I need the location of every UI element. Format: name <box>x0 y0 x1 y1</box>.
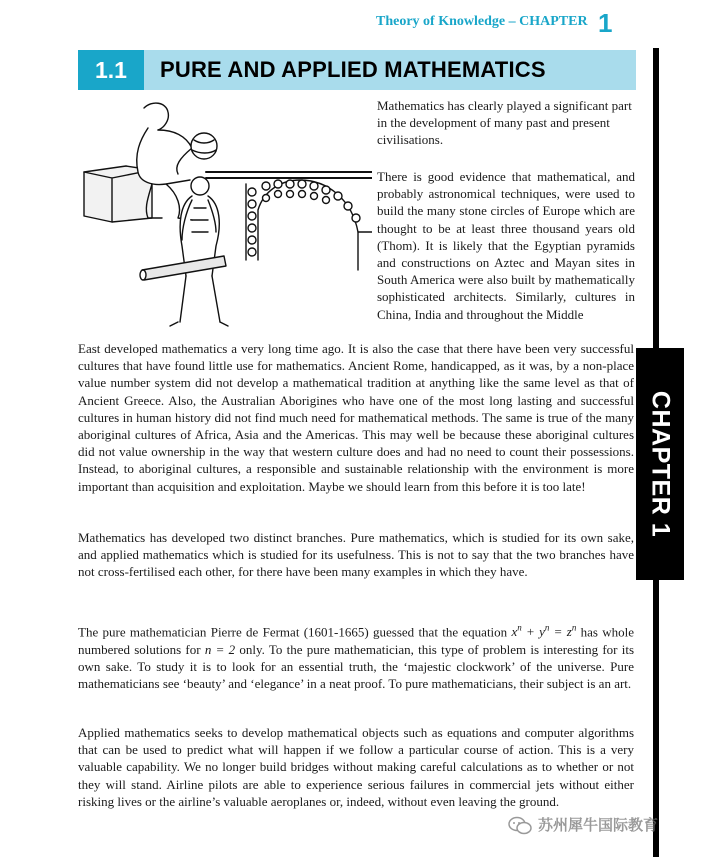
watermark <box>508 814 688 840</box>
fermat-equation: $x^n + y^n = z^n$ <box>511 623 577 640</box>
running-head-text: Theory of Knowledge – CHAPTER <box>376 14 588 29</box>
paragraph-evidence-wrap: There is good evidence that mathematical, and probably astronomical techniques, were used to build the many stone circles of Europe which are thought to be at least three thousand years old (Thom). It is likely that the Egyptian pyramids and constructions on Aztec and Mayan sites in South America were also built by mathematically sophisticated architects. Similarly, cultures in China, India and throughout the Middle <box>377 169 635 322</box>
fermat-text-3: only. To the pure mathematician, this type of problem is interesting for its own sake. To study it is to look for an essential truth, the ‘majestic clockwork’ of the universe. Pure mathematicians see ‘beauty’ and ‘elegance’ in a neat proof. To pure mathematicians, their subject is an art. <box>78 641 635 691</box>
paragraph-branches: Mathematics has developed two distinct branches. Pure mathematics, which is studied for its own sake, and applied mathematics which is studied for its usefulness. This is not to say that the two branches have not cross-fertilised each other, for there have been many examples in which they have. <box>78 530 634 580</box>
paragraph-applied: Applied mathematics seeks to develop mathematical objects such as equations and computer algorithms that can be used to predict what will happen if we follow a particular course of action. This is a very valuable capability. We no longer build bridges without making careful calculations as to whether or not they will stand. Airline pilots are able to experience serious failures in commercial jets without either risking lives or the airline’s valuable aeroplanes or, indeed, without even leaving the ground. <box>78 725 634 809</box>
paragraph-evidence-full: East developed mathematics a very long time ago. It is also the case that there have been very successful cultures that have found little use for mathematics. Ancient Rome, handicapped, as it was, by a non-place value number system did not develop a mathematical tradition at anything like the same level as that of Ancient Greece. Also, the Australian Aborigines who have one of the most long lasting and successful cultures in human history did not find much need for mathematical methods. The same is true of the many aboriginal cultures of Africa, Asia and the Americas. This may well be because these aboriginal cultures did not value ownership in the way that western culture does and had no need to count their possessions. Instead, to aboriginal cultures, a responsible and sustainable relationship with the environment is more important than acquisition and exploitation. Maybe we should learn from this before it is too late! <box>78 341 634 494</box>
fermat-text-1: The pure mathematician Pierre de Fermat (1601-1665) guessed that the equation <box>78 624 508 640</box>
section-title: PURE AND APPLIED MATHEMATICS <box>160 57 546 82</box>
fermat-condition: n = 2 <box>204 641 236 657</box>
running-head <box>376 8 613 38</box>
watermark-text: 苏州犀牛国际教育 <box>538 816 659 834</box>
chapter-tab <box>636 348 684 580</box>
chapter-tab-label: CHAPTER 1 <box>646 390 675 538</box>
wechat-icon <box>508 816 532 836</box>
running-head-chapter-number: 1 <box>598 8 613 38</box>
section-number: 1.1 <box>78 50 144 90</box>
thinker-illustration <box>82 100 372 332</box>
paragraph-fermat <box>78 620 634 692</box>
thinker-and-arch-icon <box>82 100 372 332</box>
fermat-text-2: has whole numbered solutions for <box>78 624 635 657</box>
paragraph-intro: Mathematics has clearly played a significant part in the development of many past and present civilisations. <box>377 98 632 148</box>
